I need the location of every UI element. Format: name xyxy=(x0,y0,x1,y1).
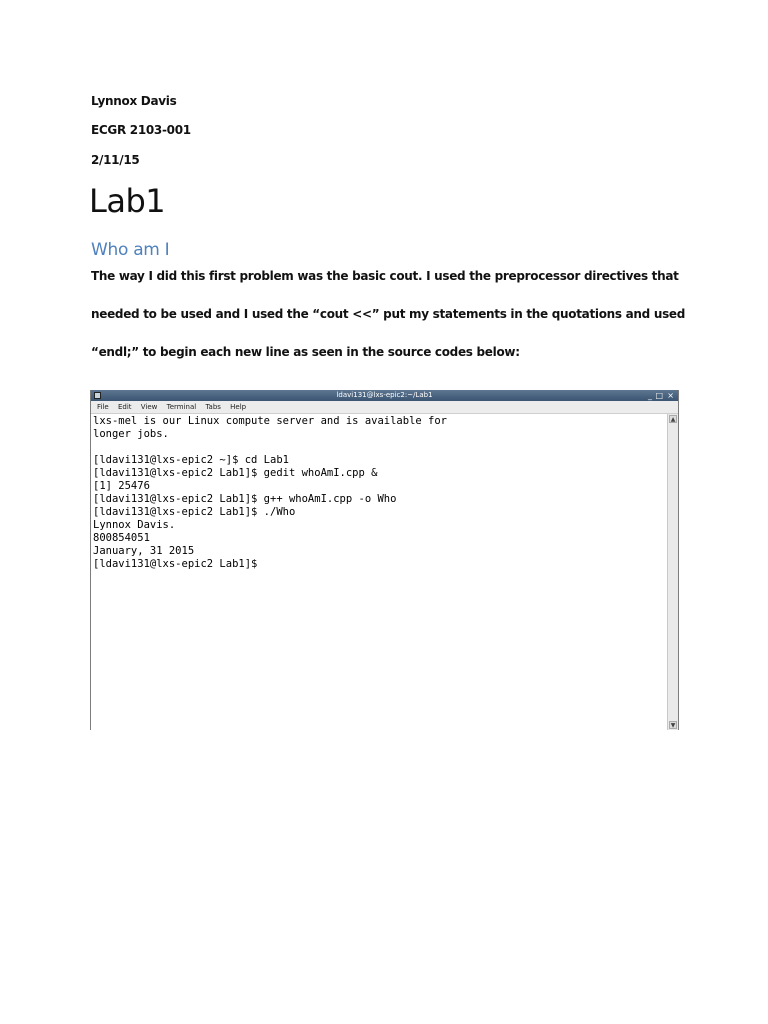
terminal-line: 800854051 xyxy=(93,532,150,544)
terminal-line: longer jobs. xyxy=(93,428,169,440)
terminal-line: [ldavi131@lxs-epic2 Lab1]$ g++ whoAmI.cpp -o Who xyxy=(93,493,397,505)
terminal-scrollbar[interactable] xyxy=(667,414,678,730)
course-code: ECGR 2103-001 xyxy=(91,123,191,137)
paragraph-line-2: needed to be used and I used the “cout <<” put my statements in the quotations and used xyxy=(91,307,686,321)
terminal-line: January, 31 2015 xyxy=(93,545,195,557)
maximize-icon[interactable]: □ xyxy=(655,391,663,400)
paragraph-line-1: The way I did this first problem was the basic cout. I used the preprocessor directives that xyxy=(91,269,679,283)
terminal-line: Lynnox Davis. xyxy=(93,519,176,531)
terminal-line: [ldavi131@lxs-epic2 Lab1]$ gedit whoAmI.cpp & xyxy=(93,467,378,479)
menu-tabs[interactable]: Tabs xyxy=(205,403,221,411)
terminal-line: [1] 25476 xyxy=(93,480,150,492)
paragraph-line-3: “endl;” to begin each new line as seen in the source codes below: xyxy=(91,345,520,359)
scroll-up-icon[interactable]: ▲ xyxy=(670,416,676,423)
author-name: Lynnox Davis xyxy=(91,94,177,108)
minimize-icon[interactable]: _ xyxy=(648,391,652,400)
terminal-output xyxy=(93,415,664,571)
terminal-title: ldavi131@lxs-epic2:~/Lab1 xyxy=(336,391,433,399)
menu-view[interactable]: View xyxy=(140,403,158,411)
menu-help[interactable]: Help xyxy=(230,403,247,411)
scroll-down-icon[interactable]: ▼ xyxy=(670,722,676,729)
terminal-titlebar[interactable] xyxy=(91,390,678,401)
section-heading: Who am I xyxy=(91,240,170,260)
document-date: 2/11/15 xyxy=(91,153,140,167)
terminal-line: lxs-mel is our Linux compute server and is available for xyxy=(93,415,448,427)
terminal-line: [ldavi131@lxs-epic2 Lab1]$ xyxy=(93,558,258,570)
terminal-body[interactable] xyxy=(91,414,678,730)
close-icon[interactable]: × xyxy=(667,391,674,400)
menu-edit[interactable]: Edit xyxy=(117,403,132,411)
terminal-menubar xyxy=(91,401,678,414)
document-title: Lab1 xyxy=(89,182,166,220)
terminal-screenshot xyxy=(90,390,679,730)
terminal-line: [ldavi131@lxs-epic2 ~]$ cd Lab1 xyxy=(93,454,289,466)
menu-file[interactable]: File xyxy=(97,403,109,411)
terminal-line: [ldavi131@lxs-epic2 Lab1]$ ./Who xyxy=(93,506,296,518)
menu-terminal[interactable]: Terminal xyxy=(166,403,197,411)
